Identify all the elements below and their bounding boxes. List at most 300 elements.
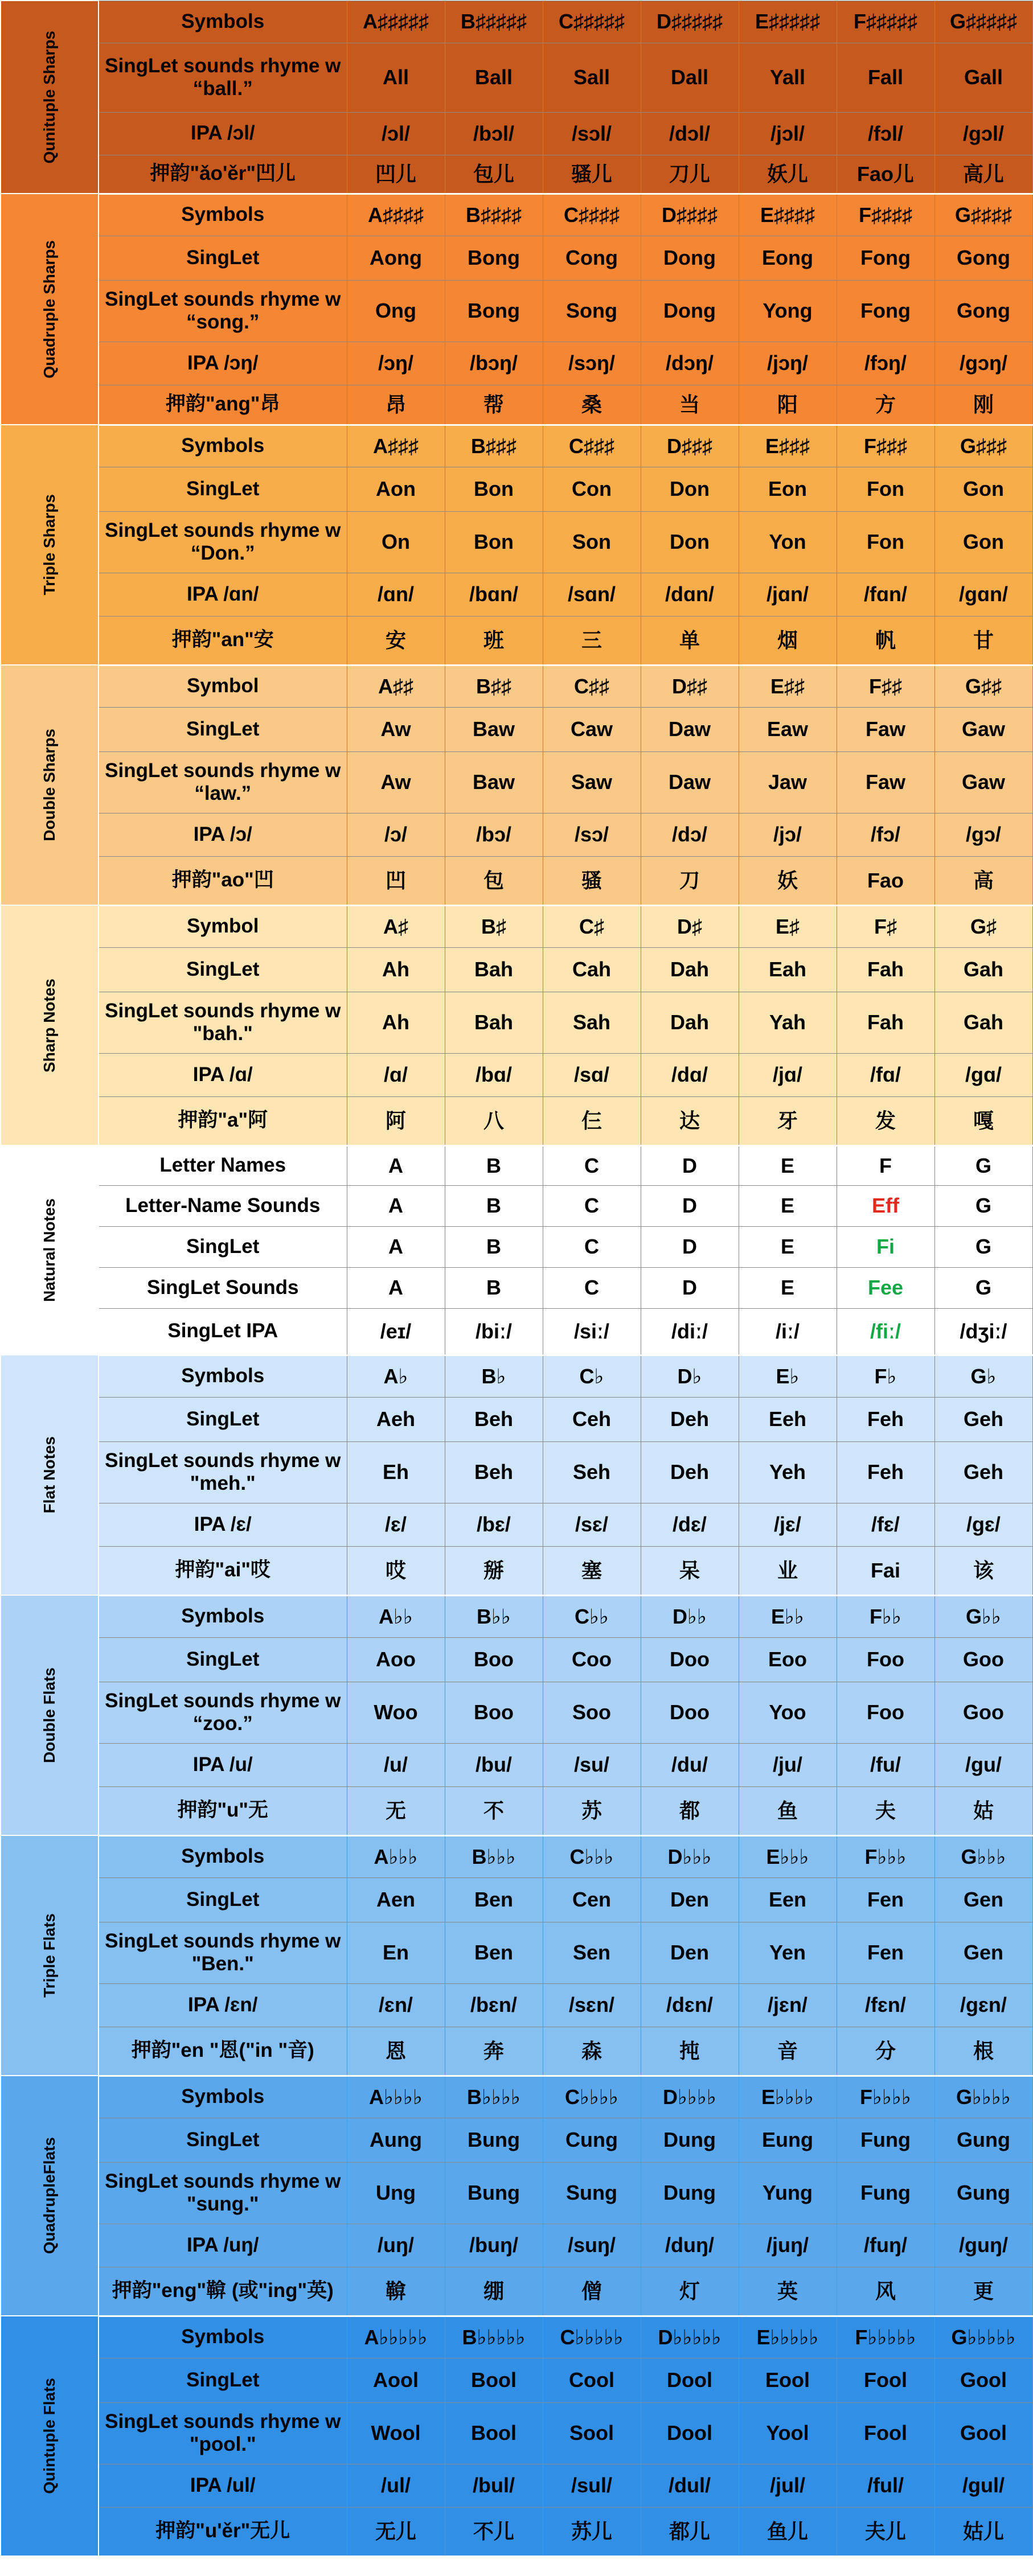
- cell: /eɪ/: [347, 1308, 445, 1355]
- section-label-quadruple-sharps: [1, 194, 99, 425]
- cell: Bool: [445, 2402, 543, 2464]
- cell: 凹儿: [347, 155, 445, 194]
- cell: A: [347, 1226, 445, 1267]
- cell: 姑儿: [934, 2507, 1032, 2556]
- cell: Gung: [934, 2162, 1032, 2224]
- row-label: SingLet sounds rhyme w "meh.": [99, 1441, 347, 1503]
- cell: /ɑ/: [347, 1053, 445, 1096]
- cell: C♯♯♯♯♯: [543, 1, 641, 43]
- cell: D♭♭♭♭: [641, 2076, 739, 2118]
- cell: /fu/: [837, 1743, 934, 1786]
- cell: Aw: [347, 751, 445, 813]
- chart-body: [1, 1, 1032, 2556]
- cell: A♭♭♭♭♭: [347, 2316, 445, 2358]
- row-label: SingLet: [99, 1877, 347, 1922]
- cell: /jɛ/: [739, 1503, 837, 1546]
- cell: Don: [641, 467, 739, 511]
- cell: 都儿: [641, 2507, 739, 2556]
- row-label: SingLet sounds rhyme w "sung.": [99, 2162, 347, 2224]
- cell: D♯♯: [641, 665, 739, 707]
- cell: Ben: [445, 1922, 543, 1983]
- cell: G: [934, 1185, 1032, 1226]
- cell: F: [837, 1145, 934, 1185]
- cell: Yoo: [739, 1682, 837, 1743]
- cell: 三: [543, 616, 641, 665]
- table-row: [1, 1397, 1032, 1441]
- cell: /gu/: [934, 1743, 1032, 1786]
- cell: 高: [934, 856, 1032, 905]
- cell: Aoo: [347, 1637, 445, 1682]
- cell: Fon: [837, 511, 934, 573]
- table-row: [1, 1595, 1032, 1637]
- cell: Gon: [934, 467, 1032, 511]
- cell: Caw: [543, 707, 641, 751]
- cell: On: [347, 511, 445, 573]
- table-row: [1, 1308, 1032, 1355]
- table-row: [1, 1877, 1032, 1922]
- table-row: [1, 1355, 1032, 1397]
- cell: Fi: [837, 1226, 934, 1267]
- cell: En: [347, 1922, 445, 1983]
- cell: A♭: [347, 1355, 445, 1397]
- cell: A♯♯♯♯: [347, 194, 445, 236]
- cell: Eong: [739, 236, 837, 280]
- cell: All: [347, 43, 445, 112]
- cell: G♯♯♯♯: [934, 194, 1032, 236]
- cell: C: [543, 1145, 641, 1185]
- cell: E: [739, 1145, 837, 1185]
- table-row: [1, 1835, 1032, 1877]
- cell: Bon: [445, 511, 543, 573]
- table-row: [1, 2267, 1032, 2316]
- section-label-flat-notes: [1, 1355, 99, 1595]
- table-row: [1, 194, 1032, 236]
- cell: 绷: [445, 2267, 543, 2316]
- cell: Bool: [445, 2358, 543, 2402]
- section-label-triple-sharps: [1, 425, 99, 665]
- cell: Daw: [641, 751, 739, 813]
- cell: 包儿: [445, 155, 543, 194]
- cell: Dong: [641, 280, 739, 342]
- section-title: Sharp Notes: [40, 978, 58, 1073]
- row-label: IPA /ɔŋ/: [99, 342, 347, 385]
- cell: /fɑn/: [837, 573, 934, 616]
- cell: G♯: [934, 905, 1032, 947]
- cell: E♯♯♯: [739, 425, 837, 467]
- cell: /jɑ/: [739, 1053, 837, 1096]
- cell: /sul/: [543, 2464, 641, 2507]
- cell: 哎: [347, 1546, 445, 1595]
- cell: Ben: [445, 1877, 543, 1922]
- cell: 都: [641, 1786, 739, 1835]
- cell: Gon: [934, 511, 1032, 573]
- cell: G♭♭: [934, 1595, 1032, 1637]
- cell: C♯: [543, 905, 641, 947]
- section-label-sharp-notes: [1, 905, 99, 1145]
- cell: /gɑ/: [934, 1053, 1032, 1096]
- cell: 牙: [739, 1096, 837, 1145]
- cell: Ball: [445, 43, 543, 112]
- cell: 分: [837, 2027, 934, 2076]
- cell: Gong: [934, 280, 1032, 342]
- section-label-quadrupleflats: [1, 2076, 99, 2316]
- cell: Gah: [934, 992, 1032, 1053]
- table-row: [1, 707, 1032, 751]
- table-row: [1, 905, 1032, 947]
- cell: E♭: [739, 1355, 837, 1397]
- cell: Beh: [445, 1441, 543, 1503]
- table-row: [1, 2118, 1032, 2162]
- cell: D♯: [641, 905, 739, 947]
- cell: /gɑn/: [934, 573, 1032, 616]
- row-label: Letter Names: [99, 1145, 347, 1185]
- cell: Goo: [934, 1637, 1032, 1682]
- cell: 单: [641, 616, 739, 665]
- cell: /jɔ/: [739, 813, 837, 856]
- cell: Feh: [837, 1397, 934, 1441]
- cell: Deh: [641, 1397, 739, 1441]
- cell: Bung: [445, 2118, 543, 2162]
- row-label: SingLet: [99, 2358, 347, 2402]
- cell: /fuŋ/: [837, 2224, 934, 2267]
- row-label: 押韵"ang"昂: [99, 385, 347, 425]
- cell: B: [445, 1267, 543, 1308]
- cell: Saw: [543, 751, 641, 813]
- cell: Song: [543, 280, 641, 342]
- cell: 鱼儿: [739, 2507, 837, 2556]
- cell: /u/: [347, 1743, 445, 1786]
- cell: A♯♯♯♯♯: [347, 1, 445, 43]
- section-title: Quintuple Flats: [40, 2378, 58, 2494]
- cell: Gool: [934, 2402, 1032, 2464]
- cell: Dool: [641, 2402, 739, 2464]
- cell: Dong: [641, 236, 739, 280]
- row-label: SingLet sounds rhyme w “Don.”: [99, 511, 347, 573]
- cell: Fool: [837, 2402, 934, 2464]
- table-row: [1, 2162, 1032, 2224]
- cell: A♭♭: [347, 1595, 445, 1637]
- cell: A♭♭♭: [347, 1835, 445, 1877]
- cell: Ceh: [543, 1397, 641, 1441]
- cell: D♯♯♯: [641, 425, 739, 467]
- table-row: [1, 2316, 1032, 2358]
- cell: Con: [543, 467, 641, 511]
- cell: Foo: [837, 1682, 934, 1743]
- cell: 阳: [739, 385, 837, 425]
- cell: Aung: [347, 2118, 445, 2162]
- cell: 包: [445, 856, 543, 905]
- table-row: [1, 511, 1032, 573]
- cell: 苏: [543, 1786, 641, 1835]
- cell: /juŋ/: [739, 2224, 837, 2267]
- cell: Fung: [837, 2118, 934, 2162]
- cell: 业: [739, 1546, 837, 1595]
- cell: B♭♭♭: [445, 1835, 543, 1877]
- cell: /fɔl/: [837, 112, 934, 155]
- section-label-natural-notes: [1, 1145, 99, 1355]
- cell: Aon: [347, 467, 445, 511]
- cell: 骚: [543, 856, 641, 905]
- cell: /buŋ/: [445, 2224, 543, 2267]
- cell: 高儿: [934, 155, 1032, 194]
- table-row: [1, 1983, 1032, 2027]
- cell: Gah: [934, 947, 1032, 992]
- row-label: SingLet Sounds: [99, 1267, 347, 1308]
- cell: E♯♯: [739, 665, 837, 707]
- cell: /bɑn/: [445, 573, 543, 616]
- cell: D♯♯♯♯♯: [641, 1, 739, 43]
- cell: Don: [641, 511, 739, 573]
- cell: C♯♯♯: [543, 425, 641, 467]
- cell: Fao: [837, 856, 934, 905]
- cell: E♯♯♯♯♯: [739, 1, 837, 43]
- cell: Bah: [445, 992, 543, 1053]
- table-row: [1, 1, 1032, 43]
- cell: 桑: [543, 385, 641, 425]
- cell: 妖儿: [739, 155, 837, 194]
- cell: C: [543, 1185, 641, 1226]
- cell: A♯♯♯: [347, 425, 445, 467]
- row-label: 押韵"eng"鞥 (或"ing"英): [99, 2267, 347, 2316]
- cell: Aw: [347, 707, 445, 751]
- cell: Faw: [837, 751, 934, 813]
- cell: D♭: [641, 1355, 739, 1397]
- cell: 凹: [347, 856, 445, 905]
- cell: D: [641, 1226, 739, 1267]
- cell: Yen: [739, 1922, 837, 1983]
- row-label: Symbols: [99, 2076, 347, 2118]
- cell: /dul/: [641, 2464, 739, 2507]
- cell: Geh: [934, 1397, 1032, 1441]
- cell: G♯♯♯: [934, 425, 1032, 467]
- row-label: Letter-Name Sounds: [99, 1185, 347, 1226]
- cell: /gɔŋ/: [934, 342, 1032, 385]
- cell: 烟: [739, 616, 837, 665]
- cell: Fee: [837, 1267, 934, 1308]
- cell: B♯♯♯♯: [445, 194, 543, 236]
- row-label: SingLet sounds rhyme w “song.”: [99, 280, 347, 342]
- cell: D♯♯♯♯: [641, 194, 739, 236]
- cell: Dah: [641, 992, 739, 1053]
- cell: /ɛn/: [347, 1983, 445, 2027]
- cell: F♯: [837, 905, 934, 947]
- cell: /gul/: [934, 2464, 1032, 2507]
- table-row: [1, 112, 1032, 155]
- cell: Gool: [934, 2358, 1032, 2402]
- cell: Eoo: [739, 1637, 837, 1682]
- row-label: IPA /ɛ/: [99, 1503, 347, 1546]
- cell: /bɔŋ/: [445, 342, 543, 385]
- cell: Deh: [641, 1441, 739, 1503]
- cell: /du/: [641, 1743, 739, 1786]
- cell: 苏儿: [543, 2507, 641, 2556]
- cell: /bul/: [445, 2464, 543, 2507]
- cell: Gong: [934, 236, 1032, 280]
- table-row: [1, 573, 1032, 616]
- cell: 刚: [934, 385, 1032, 425]
- cell: Cung: [543, 2118, 641, 2162]
- cell: Beh: [445, 1397, 543, 1441]
- cell: 发: [837, 1096, 934, 1145]
- row-label: IPA /u/: [99, 1743, 347, 1786]
- cell: Coo: [543, 1637, 641, 1682]
- cell: Bong: [445, 236, 543, 280]
- section-label-double-flats: [1, 1595, 99, 1835]
- row-label: Symbols: [99, 1355, 347, 1397]
- cell: G♭: [934, 1355, 1032, 1397]
- cell: Bong: [445, 280, 543, 342]
- cell: /gɔ/: [934, 813, 1032, 856]
- cell: 掰: [445, 1546, 543, 1595]
- cell: Den: [641, 1877, 739, 1922]
- cell: Dung: [641, 2118, 739, 2162]
- row-label: SingLet sounds rhyme w "bah.": [99, 992, 347, 1053]
- row-label: SingLet sounds rhyme w “law.”: [99, 751, 347, 813]
- cell: 姑: [934, 1786, 1032, 1835]
- section-label-triple-flats: [1, 1835, 99, 2076]
- cell: Eon: [739, 467, 837, 511]
- cell: Daw: [641, 707, 739, 751]
- cell: Fao儿: [837, 155, 934, 194]
- cell: Fool: [837, 2358, 934, 2402]
- cell: Cah: [543, 947, 641, 992]
- cell: /dɔ/: [641, 813, 739, 856]
- cell: /sɔl/: [543, 112, 641, 155]
- row-label: 押韵"an"安: [99, 616, 347, 665]
- table-row: [1, 1185, 1032, 1226]
- row-label: SingLet sounds rhyme w "pool.": [99, 2402, 347, 2464]
- cell: C♭♭♭♭: [543, 2076, 641, 2118]
- cell: /dɛ/: [641, 1503, 739, 1546]
- cell: 帆: [837, 616, 934, 665]
- row-label: SingLet: [99, 2118, 347, 2162]
- cell: Fall: [837, 43, 934, 112]
- cell: E♭♭: [739, 1595, 837, 1637]
- table-row: [1, 813, 1032, 856]
- cell: /sɛ/: [543, 1503, 641, 1546]
- cell: 英: [739, 2267, 837, 2316]
- cell: F♭♭♭♭: [837, 2076, 934, 2118]
- cell: Fung: [837, 2162, 934, 2224]
- table-row: [1, 1743, 1032, 1786]
- row-label: Symbols: [99, 1595, 347, 1637]
- cell: /ɔŋ/: [347, 342, 445, 385]
- cell: F♯♯♯♯♯: [837, 1, 934, 43]
- table-row: [1, 665, 1032, 707]
- cell: Yall: [739, 43, 837, 112]
- cell: /jɛn/: [739, 1983, 837, 2027]
- cell: 不儿: [445, 2507, 543, 2556]
- cell: G♭♭♭♭: [934, 2076, 1032, 2118]
- table-row: [1, 992, 1032, 1053]
- cell: Gung: [934, 2118, 1032, 2162]
- cell: /ɔl/: [347, 112, 445, 155]
- cell: Bon: [445, 467, 543, 511]
- cell: Foo: [837, 1637, 934, 1682]
- row-label: 押韵"ǎo'ěr"凹儿: [99, 155, 347, 194]
- section-title: Double Sharps: [40, 729, 58, 841]
- row-label: SingLet sounds rhyme w "Ben.": [99, 1922, 347, 1983]
- cell: Faw: [837, 707, 934, 751]
- cell: E♭♭♭♭: [739, 2076, 837, 2118]
- cell: A♯♯: [347, 665, 445, 707]
- table-row: [1, 236, 1032, 280]
- cell: 妖: [739, 856, 837, 905]
- cell: Seh: [543, 1441, 641, 1503]
- row-label: SingLet: [99, 1397, 347, 1441]
- row-label: IPA /ɑ/: [99, 1053, 347, 1096]
- cell: B♭♭: [445, 1595, 543, 1637]
- cell: 达: [641, 1096, 739, 1145]
- row-label: 押韵"ao"凹: [99, 856, 347, 905]
- cell: Ong: [347, 280, 445, 342]
- section-title: Flat Notes: [40, 1436, 58, 1514]
- cell: Sool: [543, 2402, 641, 2464]
- cell: 该: [934, 1546, 1032, 1595]
- cell: 扽: [641, 2027, 739, 2076]
- cell: 安: [347, 616, 445, 665]
- cell: 僧: [543, 2267, 641, 2316]
- table-row: [1, 2027, 1032, 2076]
- cell: Woo: [347, 1682, 445, 1743]
- table-row: [1, 2076, 1032, 2118]
- cell: Soo: [543, 1682, 641, 1743]
- table-row: [1, 385, 1032, 425]
- row-label: Symbols: [99, 1835, 347, 1877]
- cell: /fɛ/: [837, 1503, 934, 1546]
- cell: /ɔ/: [347, 813, 445, 856]
- cell: /fɔ/: [837, 813, 934, 856]
- cell: /gɛ/: [934, 1503, 1032, 1546]
- cell: Doo: [641, 1637, 739, 1682]
- cell: Cen: [543, 1877, 641, 1922]
- cell: Yool: [739, 2402, 837, 2464]
- cell: Bah: [445, 947, 543, 992]
- section-title: Triple Sharps: [40, 494, 58, 595]
- cell: Cool: [543, 2358, 641, 2402]
- cell: C♭♭: [543, 1595, 641, 1637]
- cell: /uŋ/: [347, 2224, 445, 2267]
- cell: Aong: [347, 236, 445, 280]
- cell: Fah: [837, 947, 934, 992]
- cell: 当: [641, 385, 739, 425]
- cell: Yah: [739, 992, 837, 1053]
- cell: Jaw: [739, 751, 837, 813]
- cell: G♭♭♭♭♭: [934, 2316, 1032, 2358]
- cell: G: [934, 1226, 1032, 1267]
- row-label: 押韵"en "恩("in "音): [99, 2027, 347, 2076]
- cell: D: [641, 1185, 739, 1226]
- cell: Baw: [445, 707, 543, 751]
- cell: Yung: [739, 2162, 837, 2224]
- cell: C♭♭♭♭♭: [543, 2316, 641, 2358]
- cell: A♭♭♭♭: [347, 2076, 445, 2118]
- cell: C: [543, 1267, 641, 1308]
- cell: Fen: [837, 1877, 934, 1922]
- table-row: [1, 1682, 1032, 1743]
- section-title: Double Flats: [40, 1667, 58, 1763]
- cell: B♯♯♯: [445, 425, 543, 467]
- cell: Geh: [934, 1441, 1032, 1503]
- cell: /bu/: [445, 1743, 543, 1786]
- cell: B♭♭♭♭♭: [445, 2316, 543, 2358]
- cell: Cong: [543, 236, 641, 280]
- cell: 奔: [445, 2027, 543, 2076]
- cell: Dah: [641, 947, 739, 992]
- cell: Fen: [837, 1922, 934, 1983]
- cell: /gɛn/: [934, 1983, 1032, 2027]
- row-label: SingLet: [99, 707, 347, 751]
